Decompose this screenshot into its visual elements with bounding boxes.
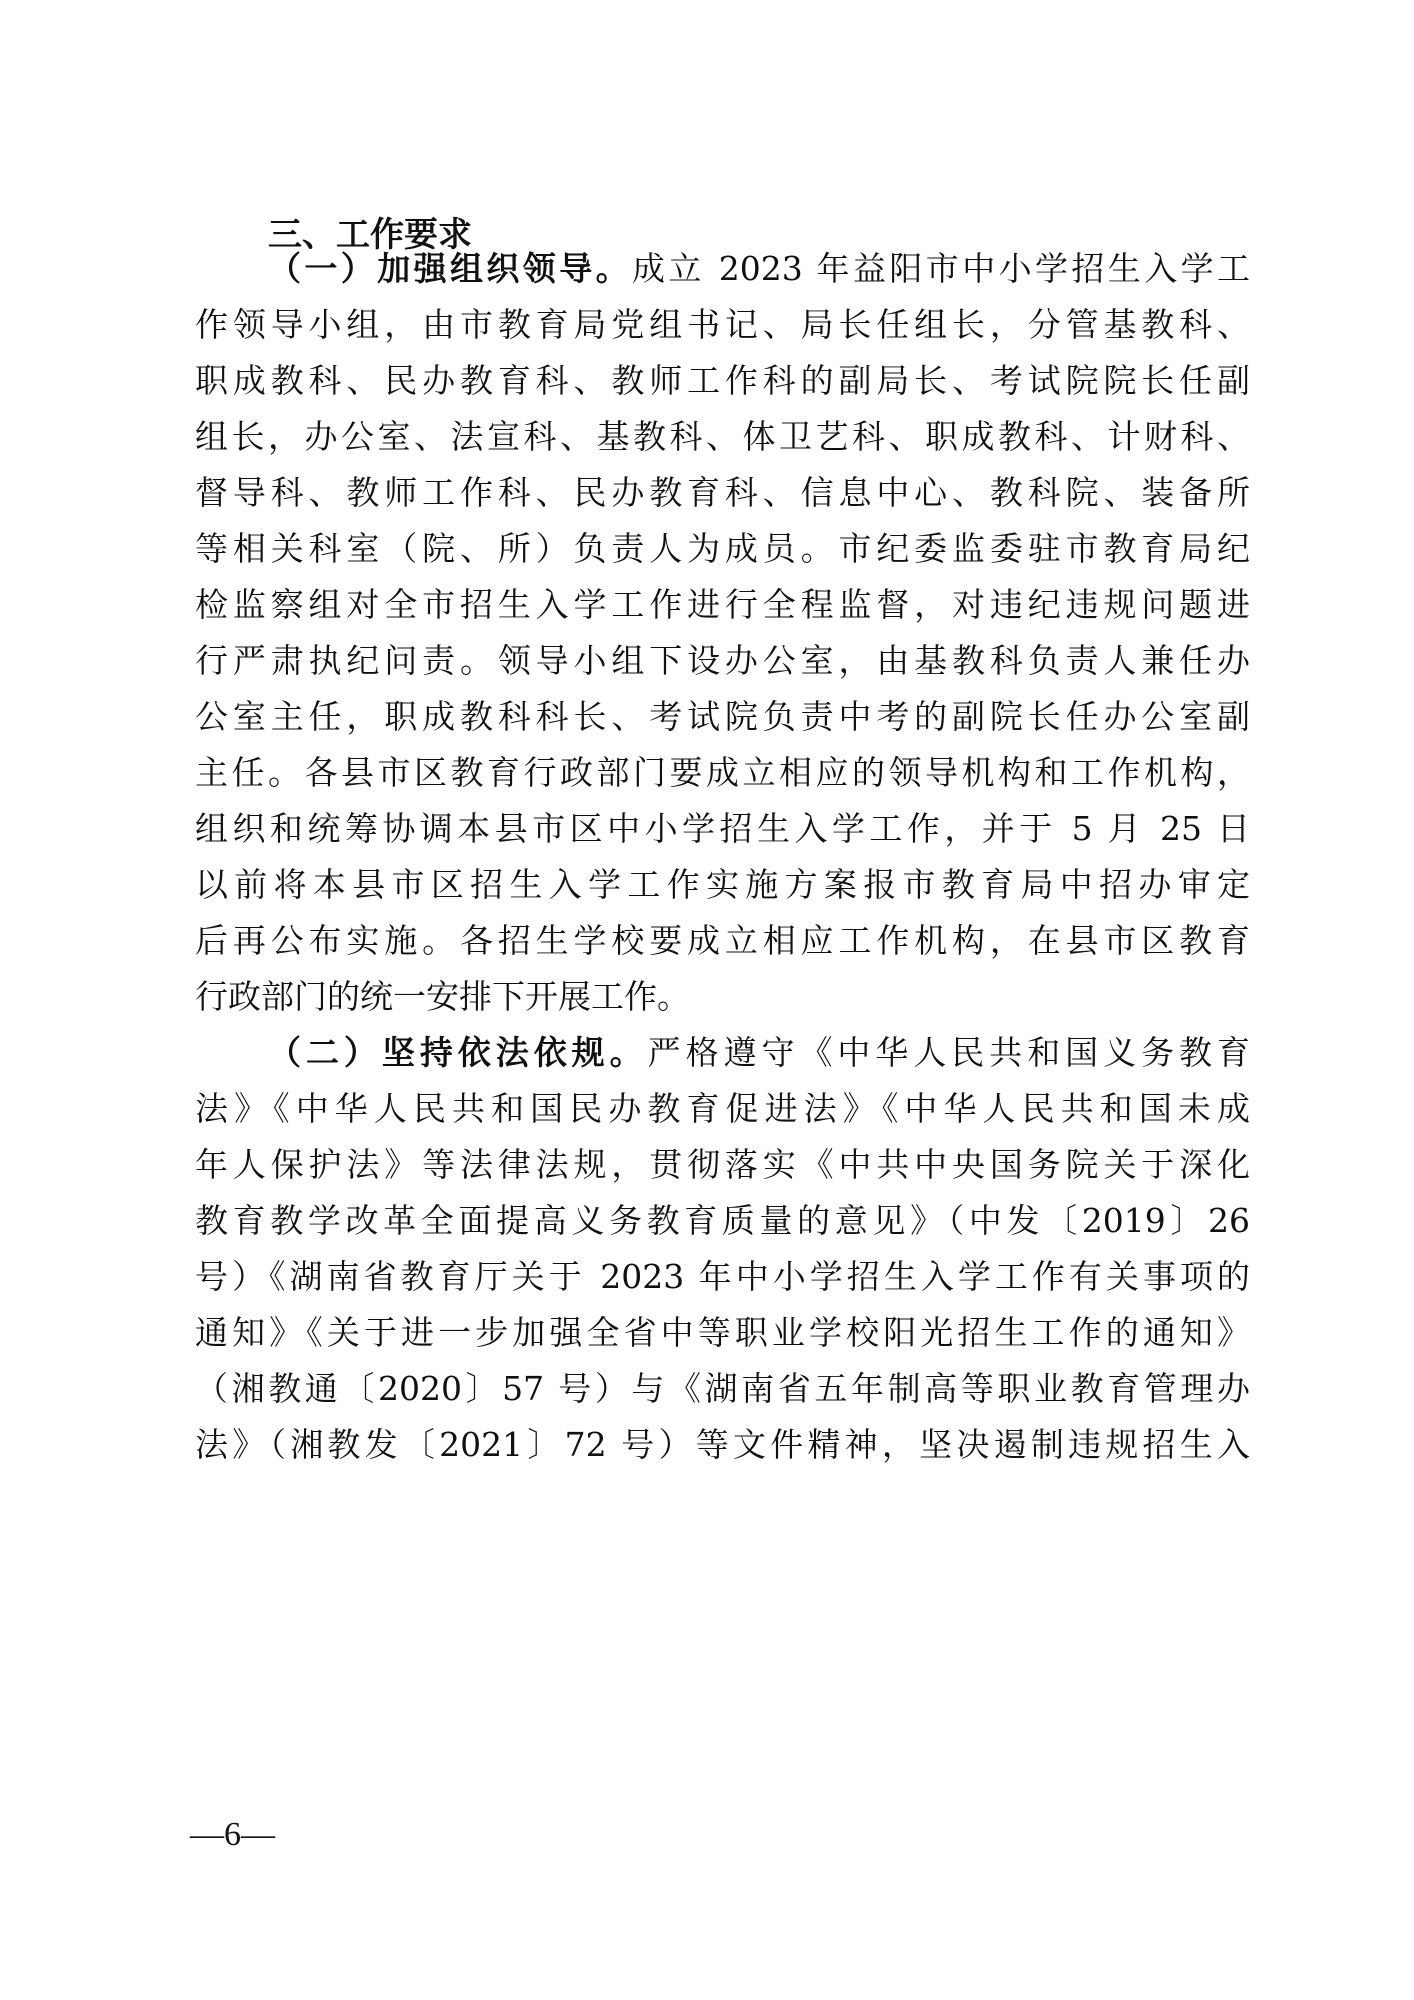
paragraph-2-line-5: 号）《湖南省教育厅关于 2023 年中小学招生入学工作有关事项的 (195, 1257, 1250, 1296)
paragraph-1-line-12: 以前将本县市区招生入学工作实施方案报市教育局中招办审定 (195, 865, 1250, 904)
paragraph-2-line-7: （湘教通〔2020〕57 号）与《湖南省五年制高等职业教育管理办 (195, 1369, 1250, 1408)
paragraph-1-line-14: 行政部门的统一安排下开展工作。 (195, 977, 690, 1016)
paragraph-2-line-3: 年人保护法》等法律法规，贯彻落实《中共中央国务院关于深化 (195, 1145, 1250, 1184)
paragraph-1-line-1-text: 成立 2023 年益阳市中小学招生入学工 (632, 249, 1250, 288)
paragraph-2-line-4: 教育教学改革全面提高义务教育质量的意见》（中发〔2019〕26 (195, 1201, 1250, 1240)
paragraph-1-line-10: 主任。各县市区教育行政部门要成立相应的领导机构和工作机构， (195, 753, 1250, 792)
section-heading: 三、工作要求 (268, 215, 472, 255)
paragraph-1-lead: （一）加强组织领导。 (268, 249, 633, 288)
paragraph-2-line-6: 通知》《关于进一步加强全省中等职业学校阳光招生工作的通知》 (195, 1313, 1250, 1352)
paragraph-1-line-4: 组长，办公室、法宣科、基教科、体卫艺科、职成教科、计财科、 (195, 417, 1250, 456)
paragraph-1-line-8: 行严肃执纪问责。领导小组下设办公室，由基教科负责人兼任办 (195, 641, 1250, 680)
paragraph-1-line-3: 职成教科、民办教育科、教师工作科的副局长、考试院院长任副 (195, 361, 1250, 400)
paragraph-2-line-2: 法》《中华人民共和国民办教育促进法》《中华人民共和国未成 (195, 1089, 1250, 1128)
paragraph-1-line-9: 公室主任，职成教科科长、考试院负责中考的副院长任办公室副 (195, 697, 1250, 736)
paragraph-1-line-5: 督导科、教师工作科、民办教育科、信息中心、教科院、装备所 (195, 473, 1250, 512)
paragraph-1-line-11: 组织和统筹协调本县市区中小学招生入学工作，并于 5 月 25 日 (195, 809, 1250, 848)
paragraph-1-line-7: 检监察组对全市招生入学工作进行全程监督，对违纪违规问题进 (195, 585, 1250, 624)
paragraph-1-line-6: 等相关科室（院、所）负责人为成员。市纪委监委驻市教育局纪 (195, 529, 1250, 568)
paragraph-1-line-13: 后再公布实施。各招生学校要成立相应工作机构，在县市区教育 (195, 921, 1250, 960)
paragraph-2-lead: （二）坚持依法依规。 (268, 1033, 648, 1072)
paragraph-2-line-1-text: 严格遵守《中华人民共和国义务教育 (647, 1033, 1250, 1072)
paragraph-2-line-8: 法》（湘教发〔2021〕72 号）等文件精神，坚决遏制违规招生入 (195, 1425, 1250, 1464)
paragraph-1-line-2: 作领导小组，由市教育局党组书记、局长任组长，分管基教科、 (195, 305, 1250, 344)
page-number: —6— (190, 1816, 275, 1853)
